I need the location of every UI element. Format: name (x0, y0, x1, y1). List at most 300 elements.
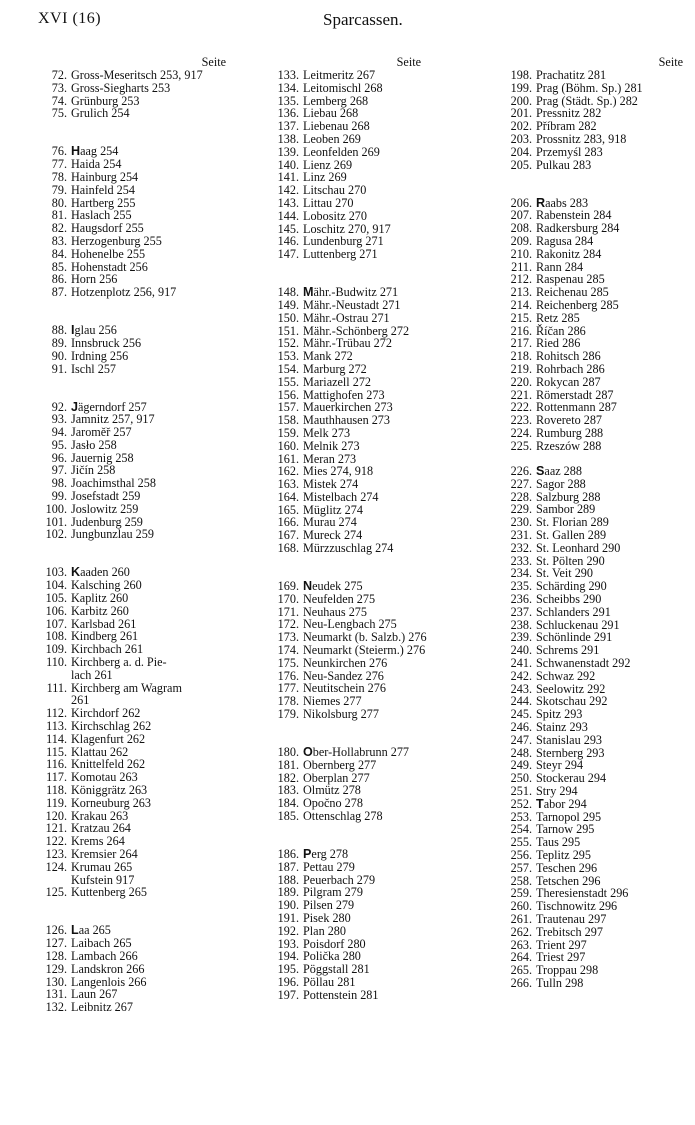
entry-number: 117. (46, 770, 67, 785)
entry-continuation: Kufstein 917 (71, 872, 135, 887)
entry-number: 123. (45, 846, 67, 861)
entry-text: Nikolsburg 277 (303, 707, 379, 722)
entry-number: 159. (277, 425, 299, 440)
entry-number: 104. (45, 578, 67, 593)
entry-number: 178. (277, 694, 299, 709)
entry-number: 111. (46, 680, 67, 695)
entry-number: 182. (277, 770, 299, 785)
entry-text: Mähr.-Neustadt 271 (303, 297, 401, 312)
index-entry (495, 82, 693, 95)
page-title: Sparcassen. (323, 10, 403, 29)
entry-number: 211. (511, 259, 532, 274)
section-gap (30, 299, 262, 312)
entry-text: Tarnopol 295 (536, 809, 602, 824)
entry-text: Karlsbad 261 (71, 616, 137, 631)
entry-number: 95. (51, 437, 67, 452)
entry-text: Trient 297 (536, 937, 587, 952)
entry-number: 168. (277, 541, 299, 556)
entry-text: Langenlois 266 (71, 974, 147, 989)
index-entry (262, 248, 496, 261)
index-entry (495, 133, 693, 146)
index-entry (30, 107, 262, 120)
entry-text: Příbram 282 (536, 119, 597, 134)
entry-number: 138. (277, 131, 299, 146)
entry-text: Rzeszów 288 (536, 438, 602, 453)
entry-text: Lemberg 268 (303, 93, 369, 108)
index-entry (30, 592, 262, 605)
entry-number: 134. (277, 80, 299, 95)
entry-number: 198. (510, 68, 532, 82)
entry-text: Rottenmann 287 (536, 400, 617, 415)
entry-text: Neumarkt (Steierm.) 276 (303, 643, 426, 658)
entry-text: St. Leonhard 290 (536, 540, 621, 555)
section-initial: H (71, 144, 81, 159)
entry-text: Kirchschlag 262 (71, 719, 152, 734)
section-gap (262, 261, 496, 274)
index-entry (262, 861, 496, 874)
entry-number: 93. (51, 412, 67, 427)
entry-text: Ober-Hollabrunn 277 (303, 745, 410, 760)
entry-text: Grulich 254 (71, 106, 130, 121)
entry-text: Irdning 256 (71, 348, 129, 363)
entry-text: Pettau 279 (303, 859, 355, 874)
entry-number: 76. (51, 144, 67, 159)
entry-number: 179. (277, 707, 299, 722)
entry-text: Ottenschlag 278 (303, 809, 383, 823)
entry-text: Gross-Meseritsch 253, 917 (71, 68, 203, 82)
section-initial: P (303, 846, 312, 861)
entry-number: 133. (277, 68, 299, 82)
entry-text: Joslowitz 259 (71, 501, 139, 516)
entry-number: 96. (51, 450, 67, 465)
entry-text: Königgrätz 263 (71, 783, 148, 797)
entry-number: 106. (45, 603, 67, 618)
entry-number: 139. (277, 144, 299, 159)
entry-text: Reichenau 285 (536, 285, 609, 300)
entry-text: Haida 254 (71, 157, 122, 172)
section-initial: S (536, 464, 545, 479)
entry-number: 224. (510, 425, 532, 440)
entry-text: Schrems 291 (536, 643, 600, 658)
entry-text: Teplitz 295 (536, 848, 591, 862)
entry-text: Triest 297 (536, 950, 586, 965)
entry-number: 147. (277, 247, 299, 262)
entry-number: 194. (277, 949, 299, 964)
entry-number: 262. (510, 924, 532, 939)
entry-number: 141. (277, 170, 299, 185)
entry-text: Neunkirchen 276 (303, 655, 388, 670)
entry-text: Sambor 289 (536, 502, 596, 517)
entry-number: 113. (46, 719, 67, 734)
entry-number: 140. (277, 157, 299, 172)
entry-number: 105. (45, 591, 67, 606)
index-entry (30, 784, 262, 797)
index-entry (262, 197, 496, 210)
entry-text: Pilgram 279 (303, 885, 363, 900)
entry-number: 80. (51, 195, 67, 210)
entry-text: Kaplitz 260 (71, 591, 129, 606)
entry-text: Leitomischl 268 (303, 80, 383, 95)
entry-number: 263. (510, 937, 532, 952)
entry-number: 88. (51, 323, 67, 338)
entry-number: 130. (45, 974, 67, 989)
index-entry (495, 721, 693, 734)
entry-text: Taus 295 (536, 835, 581, 850)
entry-text: Korneuburg 263 (71, 795, 151, 810)
entry-number: 172. (277, 617, 299, 632)
section-initial: R (536, 195, 546, 210)
index-entry (262, 350, 496, 363)
entry-text: Stry 294 (536, 784, 578, 799)
index-entry (262, 69, 496, 82)
entry-number: 146. (277, 234, 299, 249)
entry-text: Leonfelden 269 (303, 144, 380, 159)
entry-text: Schärding 290 (536, 579, 607, 594)
entry-text: Neu-Lengbach 275 (303, 617, 397, 632)
index-entry (495, 159, 693, 172)
entry-text: Müglitz 274 (303, 502, 363, 517)
entry-text: Leitmeritz 267 (303, 68, 376, 82)
index-entry (262, 746, 496, 759)
entry-text: Lambach 266 (71, 948, 138, 963)
entry-number: 202. (510, 119, 532, 134)
entry-number: 251. (510, 784, 532, 799)
entry-text: Mauthhausen 273 (303, 413, 390, 428)
entry-text: Ried 286 (536, 336, 581, 351)
index-entry (262, 542, 496, 555)
entry-text: Mank 272 (303, 349, 353, 364)
entry-number: 227. (510, 476, 532, 491)
entry-number: 150. (277, 310, 299, 325)
index-entry (30, 1001, 262, 1014)
entry-number: 229. (510, 502, 532, 517)
entry-number: 118. (46, 783, 67, 797)
entry-text: Raspenau 285 (536, 272, 605, 287)
entry-number: 238. (510, 617, 532, 632)
index-entry (495, 312, 693, 325)
entry-number: 236. (510, 592, 532, 607)
entry-number: 114. (46, 731, 67, 746)
entry-text: Littau 270 (303, 195, 354, 210)
index-entry (30, 886, 262, 899)
entry-number: 81. (51, 208, 67, 223)
entry-text: Haugsdorf 255 (71, 221, 144, 236)
entry-text: Mähr.-Schönberg 272 (303, 323, 410, 338)
entry-number: 188. (277, 872, 299, 887)
entry-text: Schwaz 292 (536, 668, 596, 683)
entry-text: Kirchberg am Wagram (71, 680, 182, 695)
entry-continuation: lach 261 (71, 667, 113, 682)
entry-text: Pressnitz 282 (536, 106, 602, 121)
index-entry (495, 657, 693, 670)
entry-text: Salzburg 288 (536, 489, 601, 504)
entry-number: 85. (51, 259, 67, 274)
index-entry (30, 963, 262, 976)
index-entry (262, 414, 496, 427)
index-entry (30, 184, 262, 197)
entry-text: Hotzenplotz 256, 917 (71, 285, 177, 300)
entry-number: 244. (510, 694, 532, 709)
entry-number: 177. (277, 681, 299, 696)
entry-text: Laun 267 (71, 987, 118, 1002)
entry-text: Pöggstall 281 (303, 962, 370, 977)
entry-text: Josefstadt 259 (71, 489, 141, 504)
index-entry (495, 785, 693, 798)
entry-text: Innsbruck 256 (71, 335, 142, 350)
entry-text: Jasło 258 (71, 437, 117, 452)
entry-continuation: 261 (71, 693, 90, 708)
entry-number: 206. (510, 195, 532, 210)
entry-text: St. Gallen 289 (536, 528, 607, 543)
section-initial: J (71, 399, 79, 414)
entry-text: Pottenstein 281 (303, 987, 379, 1002)
entry-text: Prag (Böhm. Sp.) 281 (536, 80, 643, 95)
section-gap (30, 388, 262, 401)
index-entry (262, 925, 496, 938)
entry-number: 181. (277, 757, 299, 772)
entry-text: Tabor 294 (536, 796, 587, 811)
entry-number: 266. (510, 975, 532, 990)
entry-text: Tulln 298 (536, 975, 584, 990)
entry-text: Saaz 288 (536, 464, 582, 479)
index-entry (495, 529, 693, 542)
index-entry (495, 69, 693, 82)
entry-number: 183. (277, 783, 299, 798)
entry-number: 215. (510, 310, 532, 325)
entry-text: Joachimsthal 258 (71, 476, 156, 491)
entry-number: 90. (51, 348, 67, 363)
entry-number: 127. (45, 936, 67, 951)
entry-number: 74. (51, 93, 67, 108)
entry-number: 77. (51, 157, 67, 172)
entry-text: Przemyśl 283 (536, 144, 603, 159)
entry-number: 187. (277, 859, 299, 874)
entry-number: 190. (277, 898, 299, 913)
index-entry (262, 759, 496, 772)
entry-text: Rovereto 287 (536, 413, 603, 428)
entry-text: Kratzau 264 (71, 821, 131, 836)
index-entry (30, 720, 262, 733)
entry-number: 108. (45, 629, 67, 644)
index-entry (30, 82, 262, 95)
entry-number: 128. (45, 948, 67, 963)
entry-number: 185. (277, 809, 299, 823)
entry-number: 247. (510, 732, 532, 747)
entry-text: St. Florian 289 (536, 515, 609, 530)
section-initial: M (303, 285, 314, 300)
entry-text: Schlanders 291 (536, 604, 611, 619)
entry-text: Peuerbach 279 (303, 872, 376, 887)
entry-text: Rakonitz 284 (536, 246, 602, 261)
index-column-3 (495, 56, 693, 990)
section-gap (262, 823, 496, 836)
index-entry (495, 363, 693, 376)
entry-text: Jägerndorf 257 (71, 399, 147, 414)
entry-number: 257. (510, 860, 532, 875)
entry-text: Kirchberg a. d. Pie- (71, 655, 167, 670)
index-entry (262, 312, 496, 325)
entry-text: Kindberg 261 (71, 629, 139, 644)
entry-text: Liebenau 268 (303, 119, 370, 134)
entry-number: 162. (277, 464, 299, 479)
index-column-1 (30, 56, 262, 1014)
page-header (0, 10, 695, 34)
entry-text: Plan 280 (303, 923, 346, 938)
entry-text: Litschau 270 (303, 183, 367, 198)
entry-text: Grünburg 253 (71, 93, 140, 108)
entry-number: 121. (45, 821, 67, 836)
entry-number: 86. (51, 272, 67, 287)
entry-number: 219. (510, 361, 532, 376)
entry-text: Rabenstein 284 (536, 208, 612, 223)
entry-text: Hohenstadt 256 (71, 259, 148, 274)
entry-number: 156. (277, 387, 299, 402)
entry-text: Seelowitz 292 (536, 681, 606, 696)
index-entry (495, 977, 693, 990)
entry-text: Rumburg 288 (536, 425, 604, 440)
entry-text: Meran 273 (303, 451, 357, 466)
entry-number: 240. (510, 643, 532, 658)
index-entry (262, 491, 496, 504)
entry-text: Lobositz 270 (303, 208, 367, 223)
entry-text: Oberplan 277 (303, 770, 370, 785)
section-initial: L (71, 923, 79, 938)
entry-text: Kirchbach 261 (71, 642, 144, 657)
index-entry (262, 644, 496, 657)
entry-text: Hartberg 255 (71, 195, 136, 210)
entry-number: 225. (510, 438, 532, 453)
entry-number: 100. (45, 501, 67, 516)
index-entry (30, 171, 262, 184)
entry-text: Mattighofen 273 (303, 387, 385, 402)
entry-number: 195. (277, 962, 299, 977)
entry-number: 154. (277, 361, 299, 376)
section-gap (30, 120, 262, 133)
entry-text: Mähr.-Trübau 272 (303, 336, 392, 351)
entry-text: Steyr 294 (536, 758, 584, 773)
entry-number: 84. (51, 246, 67, 261)
index-entry (30, 248, 262, 261)
entry-text: Hainburg 254 (71, 169, 139, 184)
entry-text: Sagor 288 (536, 476, 586, 491)
entry-number: 184. (277, 796, 299, 811)
entry-text: Klagenfurt 262 (71, 731, 146, 746)
entry-number: 239. (510, 630, 532, 645)
index-entry (495, 465, 693, 478)
index-entry (495, 593, 693, 606)
entry-text: Stanislau 293 (536, 732, 603, 747)
entry-number: 151. (277, 323, 299, 338)
entry-text: Lienz 269 (303, 157, 353, 172)
entry-text: Leibnitz 267 (71, 1000, 133, 1015)
index-entry (495, 542, 693, 555)
entry-number: 252. (510, 796, 532, 811)
entry-number: 116. (46, 757, 67, 772)
entry-text: Lundenburg 271 (303, 234, 384, 249)
entry-number: 98. (51, 476, 67, 491)
entry-number: 191. (277, 910, 299, 925)
entry-number: 152. (277, 336, 299, 351)
entry-text: Mürzzuschlag 274 (303, 541, 394, 556)
entry-text: Melk 273 (303, 425, 351, 440)
index-entry (495, 440, 693, 453)
entry-number: 222. (510, 400, 532, 415)
entry-text: Rann 284 (536, 259, 584, 274)
entry-number: 124. (45, 859, 67, 874)
entry-number: 82. (51, 221, 67, 236)
entry-number: 161. (277, 451, 299, 466)
entry-text: Komotau 263 (71, 770, 138, 785)
entry-text: Hainfeld 254 (71, 182, 135, 197)
entry-text: Mähr.-Ostrau 271 (303, 310, 390, 325)
entry-number: 258. (510, 873, 532, 888)
entry-text: Schönlinde 291 (536, 630, 613, 645)
entry-number: 115. (46, 744, 67, 759)
entry-number: 79. (51, 182, 67, 197)
entry-number: 129. (45, 961, 67, 976)
entry-number: 109. (45, 642, 67, 657)
entry-text: Klattau 262 (71, 744, 129, 759)
entry-number: 125. (45, 885, 67, 900)
entry-text: Marburg 272 (303, 361, 367, 376)
entry-text: Pilsen 279 (303, 898, 355, 913)
entry-text: Schluckenau 291 (536, 617, 620, 632)
entry-text: Stainz 293 (536, 720, 588, 735)
entry-text: Olmütz 278 (303, 783, 361, 798)
entry-text: Radkersburg 284 (536, 221, 620, 236)
entry-number: 205. (510, 157, 532, 172)
entry-text: Herzogenburg 255 (71, 233, 162, 248)
index-entry (30, 682, 262, 695)
entry-text: Niemes 277 (303, 694, 362, 709)
entry-number: 245. (510, 707, 532, 722)
entry-text: Mureck 274 (303, 528, 363, 543)
entry-text: Trautenau 297 (536, 911, 607, 926)
entry-text: Knittelfeld 262 (71, 757, 146, 772)
entry-number: 173. (277, 630, 299, 645)
entry-text: Laibach 265 (71, 936, 132, 951)
entry-text: Retz 285 (536, 310, 580, 325)
entry-number: 153. (277, 349, 299, 364)
entry-text: Říčan 286 (536, 323, 586, 338)
entry-text: Gross-Siegharts 253 (71, 80, 171, 95)
index-entry (495, 798, 693, 811)
entry-text: Iglau 256 (71, 323, 117, 338)
entry-text: Pisek 280 (303, 910, 351, 925)
index-entry (262, 210, 496, 223)
entry-number: 144. (277, 208, 299, 223)
entry-number: 122. (45, 834, 67, 849)
entry-text: Melnik 273 (303, 438, 360, 453)
section-gap (262, 555, 496, 568)
entry-number: 265. (510, 963, 532, 978)
entry-text: Pöllau 281 (303, 974, 356, 989)
entry-number: 110. (46, 655, 67, 670)
entry-text: Linz 269 (303, 170, 347, 185)
entry-text: Jauernig 258 (71, 450, 134, 465)
entry-number: 131. (45, 987, 67, 1002)
index-entry (30, 950, 262, 963)
entry-text: Rohitsch 286 (536, 349, 601, 364)
entry-text: Luttenberg 271 (303, 247, 378, 262)
entry-number: 242. (510, 668, 532, 683)
index-entry (30, 656, 262, 669)
entry-number: 196. (277, 974, 299, 989)
entry-number: 112. (46, 706, 67, 721)
entry-number: 137. (277, 119, 299, 134)
index-entry (30, 861, 262, 874)
entry-text: Mauerkirchen 273 (303, 400, 393, 415)
